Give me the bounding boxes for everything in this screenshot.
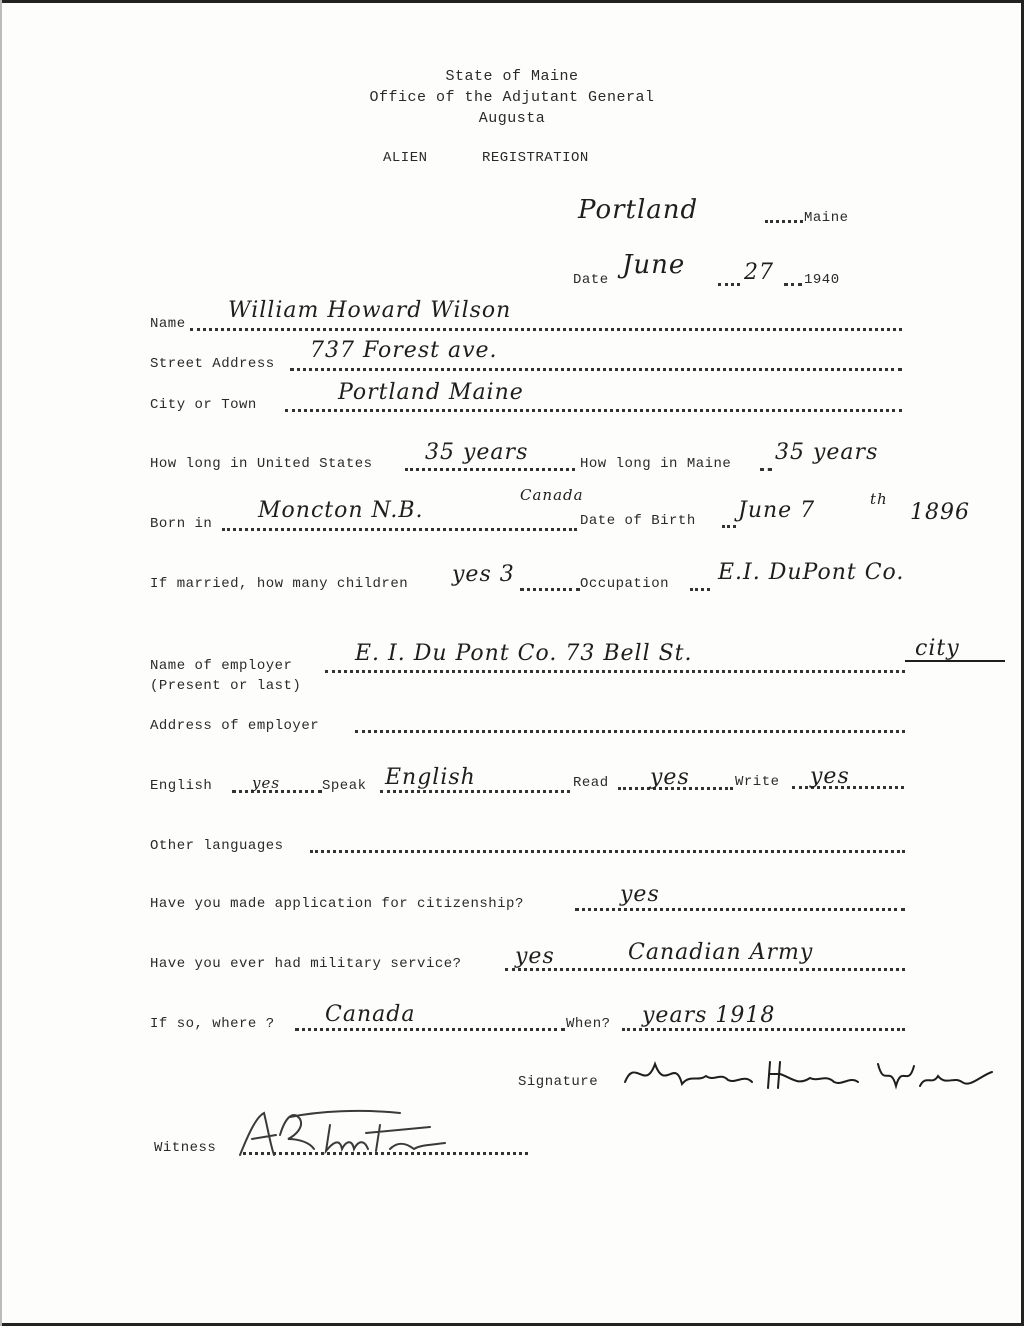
employer-label: Name of employer [150,658,293,674]
when-label: When? [566,1016,611,1032]
signature-mark [620,1052,1000,1098]
employer-value: E. I. Du Pont Co. 73 Bell St. [355,641,693,666]
when-value: years 1918 [642,1003,776,1028]
birth-date-suffix: th [870,490,888,508]
employer-city: city [915,636,960,661]
born-in-label: Born in [150,516,213,532]
witness-signature-mark [230,1105,460,1165]
citizenship-label: Have you made application for citizenship? [150,896,524,912]
write-value: yes [810,764,850,789]
military-value: yes [515,944,555,969]
header-state: State of Maine [445,68,579,85]
form-title-registration: REGISTRATION [482,150,589,166]
born-in-note: Canada [520,486,584,504]
occupation-value: E.I. DuPont Co. [718,560,905,585]
other-languages-label: Other languages [150,838,284,854]
born-in-value: Moncton N.B. [258,498,424,523]
form-title-alien: ALIEN [383,150,428,166]
city-value: Portland Maine [338,380,524,405]
maine-duration-value: 35 years [775,440,879,465]
maine-duration-label: How long in Maine [580,456,732,472]
scan-edge-top [0,0,1024,3]
military-value2: Canadian Army [628,940,814,965]
street-label: Street Address [150,356,275,372]
signature-label: Signature [518,1074,599,1090]
street-value: 737 Forest ave. [310,338,498,363]
birth-date-year: 1896 [910,500,970,525]
read-value: yes [650,765,690,790]
where-label: If so, where ? [150,1016,275,1032]
date-month: June [622,250,686,280]
witness-label: Witness [154,1140,217,1156]
city-label: City or Town [150,397,257,413]
speak-value: English [385,765,476,790]
header-city: Augusta [478,110,546,127]
birth-date-label: Date of Birth [580,513,696,529]
occupation-label: Occupation [580,576,670,592]
citizenship-value: yes [620,882,660,907]
us-duration-label: How long in United States [150,456,373,472]
employer-address-label: Address of employer [150,718,320,734]
english-value: yes [252,774,281,792]
write-label: Write [735,774,780,790]
name-value: William Howard Wilson [228,298,512,323]
where-value: Canada [325,1002,416,1027]
location-suffix: Maine [804,210,849,226]
date-label: Date [573,272,609,288]
english-label: English [150,778,213,794]
header-office: Office of the Adjutant General [369,89,655,106]
location-value: Portland [578,195,699,225]
read-label: Read [573,775,609,791]
children-value: yes 3 [452,562,515,587]
us-duration-value: 35 years [425,440,529,465]
employer-sublabel: (Present or last) [150,678,302,694]
military-label: Have you ever had military service? [150,956,462,972]
birth-date-value: June 7 [738,498,816,523]
scan-edge-left [0,0,2,1326]
speak-label: Speak [322,778,367,794]
date-day: 27 [744,260,774,285]
children-label: If married, how many children [150,576,409,592]
date-year: 1940 [804,272,840,288]
name-label: Name [150,316,186,332]
